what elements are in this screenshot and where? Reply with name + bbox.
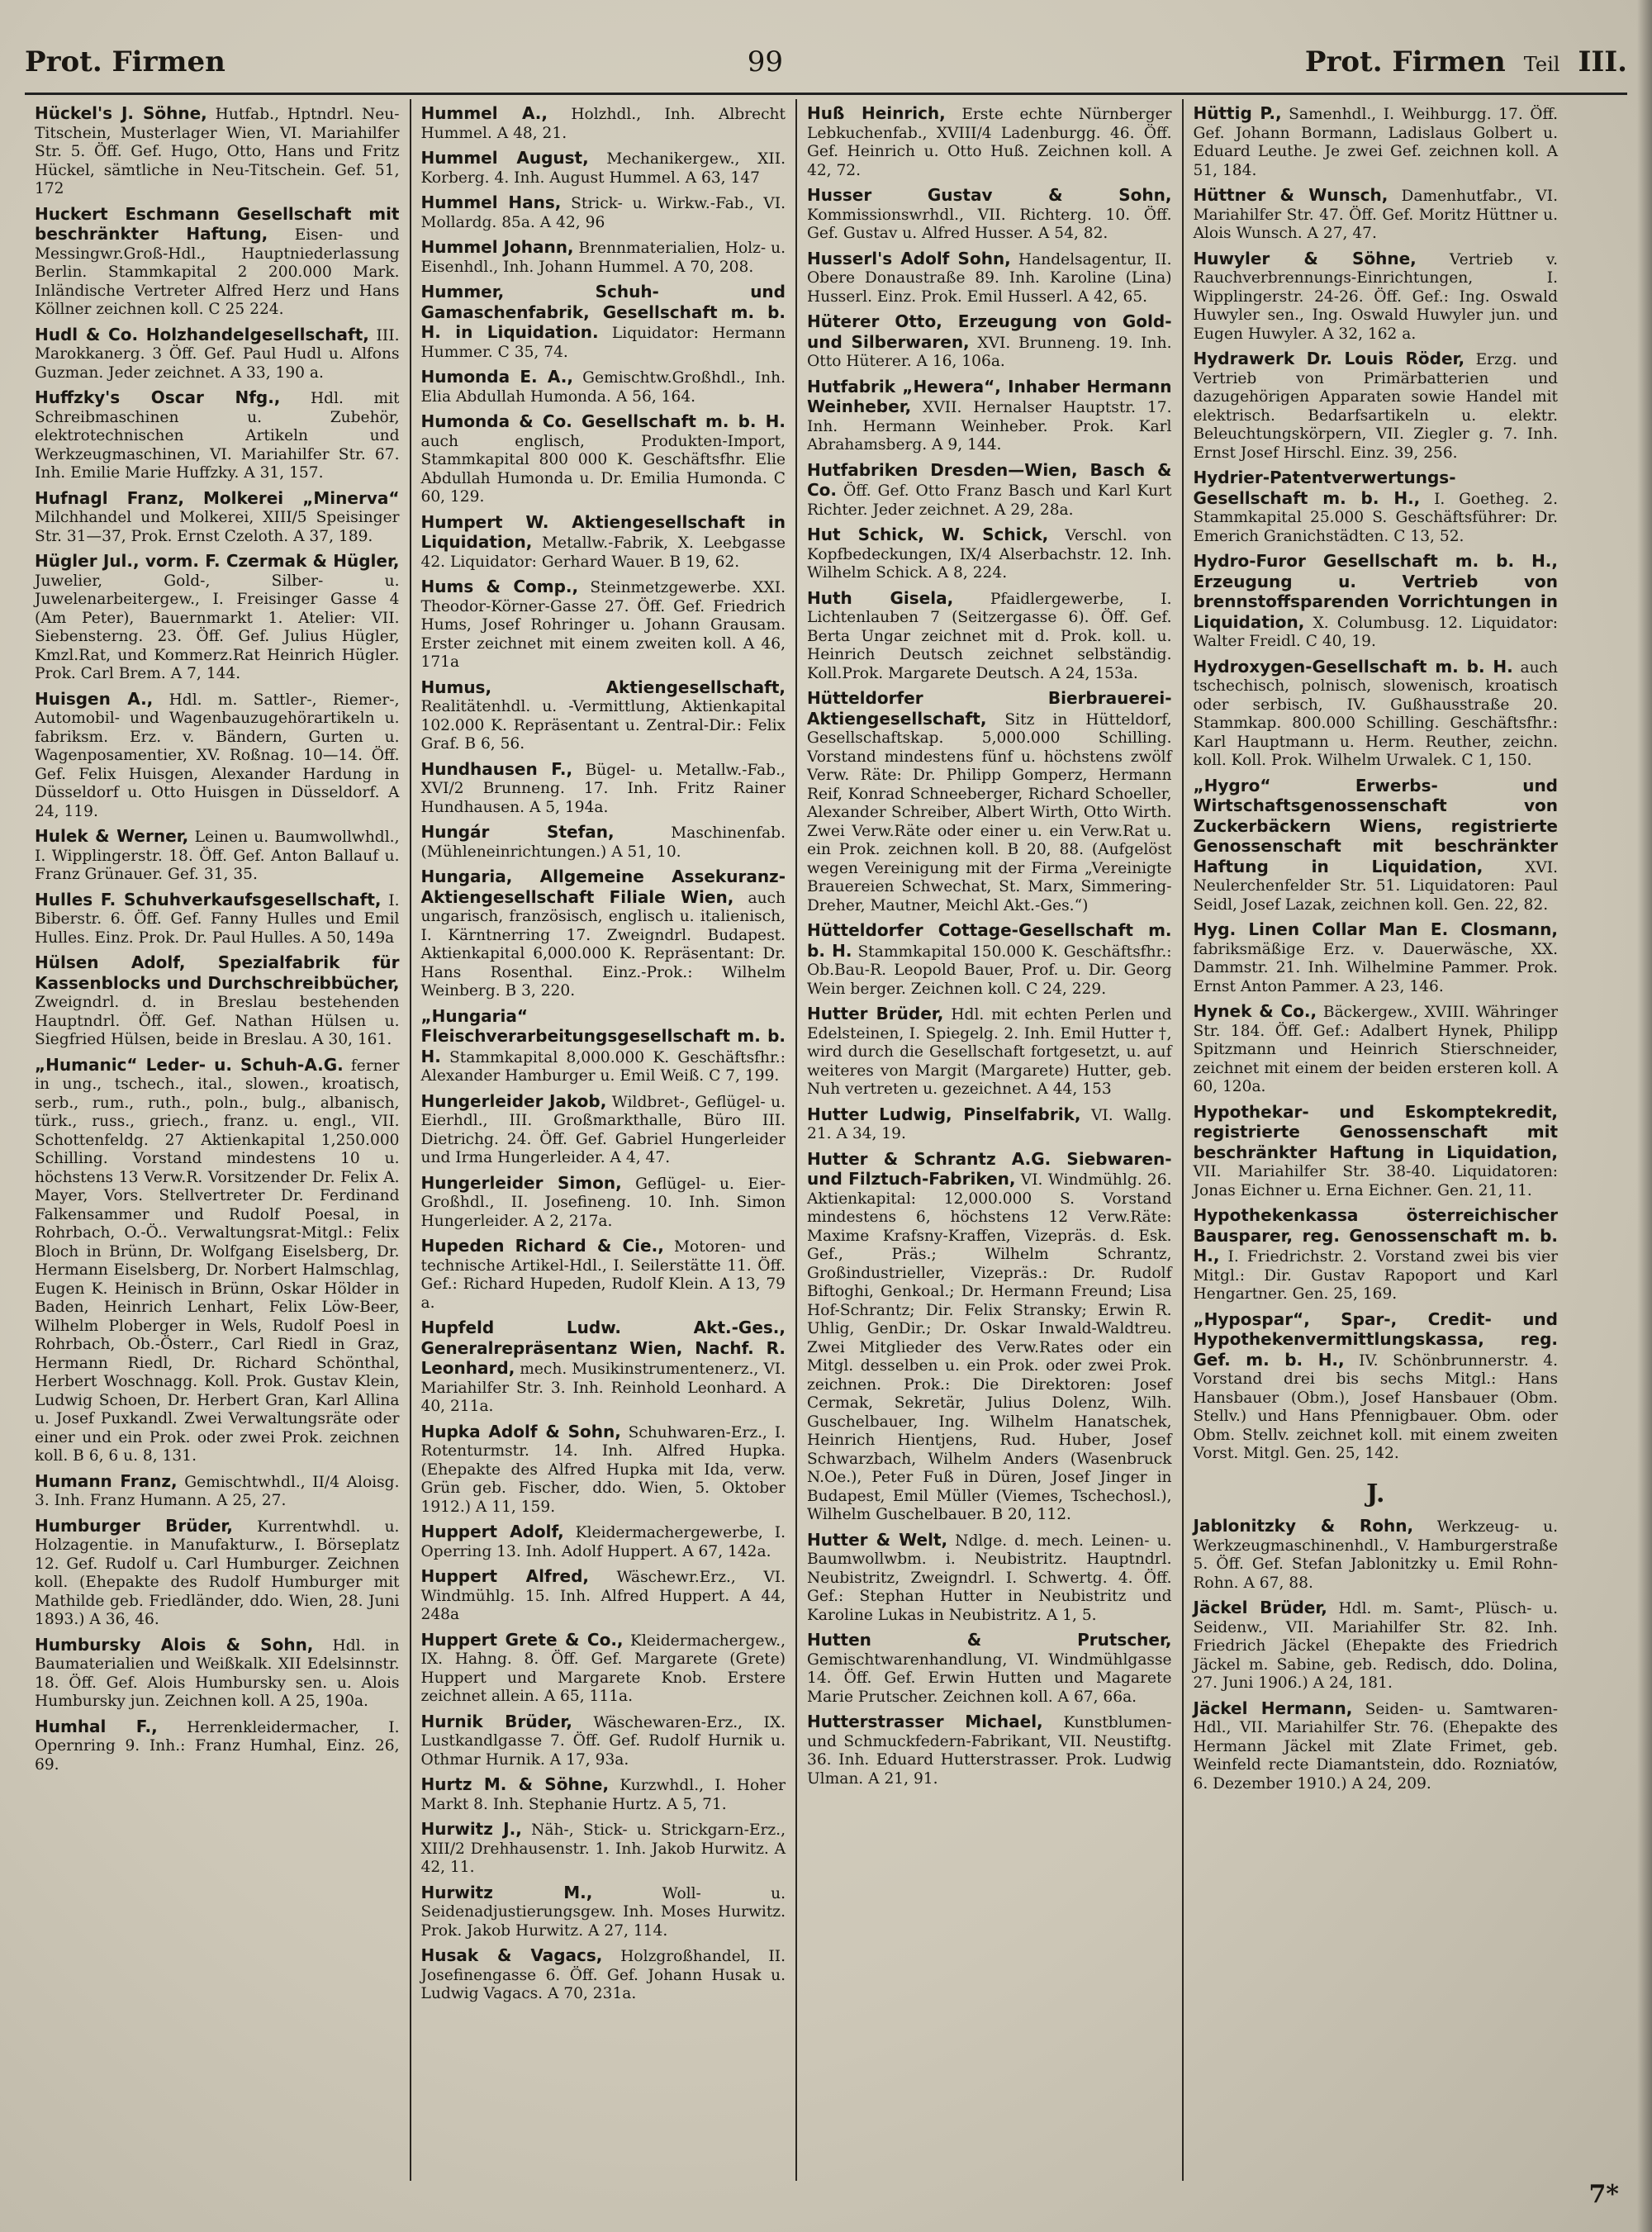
entry-name: Hupka Adolf & Sohn, — [420, 1421, 621, 1441]
entry-name: Huwyler & Söhne, — [1193, 248, 1417, 268]
entry-text: Juwelier, Gold-, Silber- u. Juwelenarbeitergew., I. Freisinger Gasse 4 (Am Peter), Bauernmarkt 1. Atelier: VII. Siebensterng. 23. Öff. Gef. Julius Hügler, Kmzl.Rat, und Kommerz.Rat Heinrich Hügler. Prok. Carl Brem. A 7, 144. — [35, 572, 400, 682]
entry-text: Seiden- u. Samtwaren-Hdl., VII. Mariahilfer Str. 76. (Ehepakte des Hermann Jäckel mit Zlate Frimet, geb. Weinfeld recte Diamantstein, ddo. Rozniatów, 6. Dezember 1910.) A 24, 209. — [1193, 1700, 1559, 1793]
directory-entry — [807, 525, 1172, 583]
directory-entry — [1194, 1002, 1559, 1097]
directory-entry — [421, 1567, 786, 1625]
directory-entry — [807, 1531, 1172, 1626]
entry-name: Hydrawerk Dr. Louis Röder, — [1193, 349, 1465, 368]
directory-entry — [35, 388, 400, 483]
sheet-signature: 7* — [1588, 2180, 1619, 2209]
directory-entry — [807, 461, 1172, 520]
entry-text: Kurzwhdl., I. Hoher Markt 8. Inh. Stephanie Hurtz. A 5, 71. — [420, 1777, 786, 1813]
entry-name: Hungerleider Jakob, — [420, 1090, 607, 1111]
entry-text: auch ungarisch, französisch, englisch u. italienisch, I. Kärntnerring 17. Zweigndrl. Budapest. Aktienkapital 6,000.000 K. Repräsentant: Dr. Hans Rosenthal. Einz.-Prok.: Wilhelm Weinberg. B 3, 220. — [420, 889, 786, 1000]
entry-name: Huppert Alfred, — [420, 1566, 590, 1586]
directory-entry — [421, 1820, 786, 1878]
entry-text: Hutfab., Hptndrl. Neu-Titschein, Musterlager Wien, VI. Mariahilfer Str. 5. Öff. Gef. Hugo, Otto, Hans und Fritz Hückel, sämtliche in Neu-Titschein. Gef. 51, 172 — [35, 106, 400, 197]
entry-name: Hutterstrasser Michael, — [807, 1712, 1043, 1731]
entry-text: Maschinenfab. (Mühleneinrichtungen.) A 51, 10. — [420, 824, 786, 861]
page-number: 99 — [747, 45, 783, 78]
directory-entry — [421, 823, 786, 862]
entry-text: Öff. Gef. Otto Franz Basch und Karl Kurt Richter. Jeder zeichnet. A 29, 28a. — [807, 482, 1172, 519]
entry-text: auch englisch, Produkten-Import, Stammkapital 800 000 K. Geschäftsfhr. Elie Abdullah Humonda u. Dr. Emilia Humonda. C 60, 129. — [420, 432, 786, 506]
entry-name: Hutter & Schrantz A.G. Siebwaren- und Filztuch-Fabriken, — [807, 1148, 1172, 1189]
directory-entry — [35, 890, 400, 948]
directory-entry — [421, 149, 786, 188]
directory-entry — [421, 412, 786, 507]
entry-name: Jablonitzky & Rohn, — [1193, 1516, 1414, 1536]
entry-text: Kleidermachergewerbe, I. Operring 13. Inh. Adolf Huppert. A 67, 142a. — [420, 1524, 786, 1560]
entry-text: Kunstblumen- und Schmuckfedern-Fabrikant, VII. Neustiftg. 36. Inh. Eduard Hutterstrasser. Prok. Ludwig Ulman. A 21, 91. — [807, 1714, 1172, 1788]
entry-text: Schuhwaren-Erz., I. Rotenturmstr. 14. Inh. Alfred Hupka. (Ehepakte des Alfred Hupka mit Ida, verw. Grün geb. Fischer, ddo. Wien, 5. Oktober 1912.) A 11, 159. — [420, 1423, 786, 1516]
entry-text: Gemischtwarenhandlung, VI. Windmühlgasse 14. Öff. Gef. Erwin Hutten und Magarete Marie Prutscher. Zeichnen koll. A 67, 66a. — [807, 1650, 1172, 1706]
directory-entry — [807, 1631, 1172, 1707]
directory-entry — [807, 1004, 1172, 1099]
entry-name: Humonda & Co. Gesellschaft m. b. H. — [420, 411, 786, 431]
entry-text: Stammkapital 8,000.000 K. Geschäftsfhr.: Alexander Hamburger u. Emil Weiß. C 7, 199. — [420, 1048, 786, 1085]
entry-text: Steinmetzgewerbe. XXI. Theodor-Körner-Gasse 27. Öff. Gef. Friedrich Hums, Josef Rohringer u. Johann Grausam. Erster zeichnet mit einem zweiten koll. A 46, 171a — [420, 579, 786, 671]
directory-entry — [421, 1174, 786, 1232]
entry-name: Hungaria, Allgemeine Assekuranz-Aktiengesellschaft Filiale Wien, — [420, 867, 786, 907]
entry-name: Hüttner & Wunsch, — [1193, 185, 1389, 205]
entry-name: Jäckel Hermann, — [1193, 1698, 1353, 1718]
header-left: Prot. Firmen — [25, 45, 225, 78]
entry-name: Hummer, Schuh- und Gamaschenfabrik, Gesellschaft m. b. H. in Liquidation. — [420, 282, 786, 342]
directory-entry — [421, 104, 786, 143]
entry-name: Hupeden Richard & Cie., — [420, 1236, 664, 1256]
entry-name: Hülsen Adolf, Spezialfabrik für Kassenblocks und Durchschreibbücher, — [35, 952, 400, 993]
entry-name: Hütteldorfer Cottage-Gesellschaft m. b. H. — [807, 920, 1172, 961]
entry-text: Wäschewaren-Erz., IX. Lustkandlgasse 7. Öff. Gef. Rudolf Hurnik u. Othmar Hurnik. A 17, 93a. — [420, 1713, 786, 1769]
directory-entry — [807, 689, 1172, 915]
entry-name: Hydroxygen-Gesellschaft m. b. H. — [1193, 656, 1513, 677]
entry-name: Huisgen A., — [35, 688, 154, 709]
directory-entry — [421, 1712, 786, 1770]
entry-name: Hufnagl Franz, Molkerei „Minerva“ — [35, 487, 400, 508]
entry-text: VI. Windmühlg. 26. Aktienkapital: 12,000.000 S. Vorstand mindestens 6, höchstens 12 Verw.Räte: Maxime Krafsny-Kraffen, Vizepräs. d. Esk. Gef., Präs.; Wilhelm Schrantz, Großindustrieller, Vizepräs.: Dr. Rudolf Biftoghi, Genkoal.; Dr. Hermann Freund; Lisa Hof-Schrantz; Dir. Felix Stransky; Erwin R. Uhlig, GenDir.; Dr. Oskar Inwald-Waldtreu. Zwei Mitglieder des Verw.Rates oder ein Mitgl. desselben u. ein Prok. oder zwei Prok. zeichnen. Prok.: Die Direktoren: Josef Cermak, Sekretär, Julius Dolenz, Wilh. Guschelbauer, Ing. Wilhelm Hanatschek, Heinrich Hientjens, Rud. Huber, Josef Schwarzbach, Wilhelm Anders (Wasenbruck N.Oe.), Peter Fuß in Düren, Josef Jinger in Budapest, Emil Müller (Viemes, Tschechosl.), Wilhelm Guschelbauer. B 20, 112. — [807, 1171, 1172, 1523]
entry-name: Hurwitz J., — [420, 1819, 522, 1839]
entry-text: XVI. Neulerchenfelder Str. 51. Liquidatoren: Paul Seidl, Josef Lazak, zeichnen koll. Gen. 22, 82. — [1193, 858, 1558, 914]
directory-entry — [807, 1712, 1172, 1788]
entry-text: Bäckergew., XVIII. Währinger Str. 184. Öff. Gef.: Adalbert Hynek, Philipp Spitzmann und Heinrich Stierschneider, zeichnet mit einem der beiden ersteren koll. A 60, 120a. — [1193, 1004, 1558, 1095]
entry-text: Hdl. m. Samt-, Plüsch- u. Seidenw., VII. Mariahilfer Str. 82. Inh. Friedrich Jäckel (Ehepakte des Friedrich Jäckel m. Sabine, geb. Redisch, ddo. Dolina, 27. Juni 1906.) A 24, 181. — [1193, 1600, 1558, 1692]
entry-name: Huth Gisela, — [807, 587, 954, 608]
entry-text: Brennmaterialien, Holz- u. Eisenhdl., Inh. Johann Hummel. A 70, 208. — [420, 240, 786, 276]
entry-text: III. Marokkanerg. 3 Öff. Gef. Paul Hudl u. Alfons Guzman. Jeder zeichnet. A 33, 190 a. — [35, 326, 400, 382]
entry-name: Hummel August, — [420, 148, 589, 168]
part-label: Teil — [1523, 53, 1560, 76]
entry-text: Damenhutfabr., VI. Mariahilfer Str. 47. Öff. Gef. Moritz Hüttner u. Alois Wunsch. A 27, 47. — [1193, 188, 1558, 242]
directory-entry — [807, 312, 1172, 372]
directory-entry — [35, 325, 400, 383]
entry-text: ferner in ung., tschech., ital., slowen., kroatisch, serb., rum., ruth., poln., bulg., albanisch, türk., russ., griech., franz. u. engl., VII. Schottenfeldg. 27 Aktienkapital 1,250.000 Schilling. Vorstand mindestens 10 u. höchstens 13 Verw.R. Vorsitzender Dr. Felix A. Mayer, Vors. Stellvertreter Dr. Ferdinand Falkensammer und Rudolf Poesal, in Rohrbach, O.-Ö.. Verwaltungsrat-Mitgl.: Felix Bloch in Brünn, Dr. Wolfgang Eiselsberg, Dr. Hermann Eiselsberg, Dr. Norbert Halmschlag, Eugen K. Heinisch in Brünn, Oskar Hölder in Baden, Heinrich Lenhart, Felix Löw-Beer, Wilhelm Ploberger in Wels, Rudolf Poesl in Rohrbach, Ob.-Österr., Carl Riedl in Graz, Hermann Riedl, Dr. Richard Schönthal, Herbert Woschnagg. Koll. Prok. Gustav Klein, Ludwig Schoen, Dr. Herbert Gran, Karl Allina u. Josef Puxkandl. Zwei Verwaltungsräte oder einer und ein Prok. oder zwei Prok. zeichnen koll. B 6, 6 u. 8, 131. — [35, 1057, 400, 1465]
directory-entry — [421, 1946, 786, 2004]
entry-text: Hdl. mit echten Perlen und Edelsteinen, I. Spiegelg. 2. Inh. Emil Hutter †, wird durch die Gesellschaft fortgesetzt, u. auf weiteres von Margit (Margarete) Hutter, geb. Nuh vertreten u. gezeichnet. A 44, 153 — [807, 1006, 1172, 1098]
entry-name: Hutter & Welt, — [807, 1529, 948, 1550]
directory-entry — [421, 577, 786, 672]
directory-entry — [1194, 1598, 1559, 1693]
entry-text: Gemischtw.Großhdl., Inh. Elia Abdullah Humonda. A 56, 164. — [420, 369, 786, 406]
directory-entry — [35, 1472, 400, 1511]
entry-name: Hypothekar- und Eskomptekredit, registrierte Genossenschaft mit beschränkter Haftung in Liquidation, — [1193, 1101, 1558, 1162]
entry-text: IV. Schönbrunnerstr. 4. Vorstand drei bis sechs Mitgl.: Hans Hansbauer (Obm.), Josef Hansbauer (Obm. Stellv.) und Hans Pfennigbauer. Obm. oder Obm. Stellv. zeichnet koll. mit einem zweiten Vorst. Mitgl. Gen. 25, 142. — [1193, 1351, 1559, 1462]
directory-entry — [1194, 1103, 1559, 1201]
entry-text: Handelsagentur, II. Obere Donaustraße 89. Inh. Karoline (Lina) Husserl. Einz. Prok. Emil Husserl. A 42, 65. — [807, 250, 1172, 306]
entry-text: XVI. Brunneng. 19. Inh. Otto Hüterer. A 16, 106a. — [807, 334, 1172, 370]
header-rule — [25, 93, 1627, 95]
directory-entry — [35, 690, 400, 822]
entry-text: Herrenkleidermacher, I. Opernring 9. Inh.: Franz Humhal, Einz. 26, 69. — [35, 1718, 400, 1774]
entry-name: Hulek & Werner, — [35, 826, 189, 846]
entry-text: Erste echte Nürnberger Lebkuchenfab., XVIII/4 Ladenburgg. 46. Öff. Gef. Heinrich u. Otto Huß. Zeichnen koll. A 42, 72. — [807, 106, 1172, 179]
entry-name: Hummel A., — [420, 103, 548, 123]
directory-entry — [421, 1522, 786, 1561]
directory-entry — [35, 1636, 400, 1712]
directory-entry — [1194, 1206, 1559, 1304]
entry-name: Hundhausen F., — [420, 758, 573, 779]
entry-text: Verschl. von Kopfbedeckungen, IX/4 Alserbachstr. 12. Inh. Wilhelm Schick. A 8, 224. — [807, 527, 1172, 582]
entry-name: Huppert Adolf, — [420, 1522, 564, 1541]
entry-name: Hurnik Brüder, — [420, 1711, 572, 1731]
entry-name: Humbursky Alois & Sohn, — [35, 1634, 314, 1655]
directory-entry — [35, 205, 400, 320]
directory-entry — [421, 1775, 786, 1814]
directory-entry — [1194, 1517, 1559, 1593]
directory-entry — [421, 1007, 786, 1086]
entry-text: Zweigndrl. d. in Breslau bestehenden Hauptndrl. Öff. Gef. Nathan Hülsen u. Siegfried Hülsen, beide in Breslau. A 30, 161. — [35, 994, 400, 1048]
entry-text: mech. Musikinstrumentenerz., VI. Mariahilfer Str. 3. Inh. Reinhold Leonhard. A 40, 211a. — [420, 1361, 786, 1415]
entry-text: VII. Mariahilfer Str. 38-40. Liquidatoren: Jonas Eichner u. Erna Eichner. Gen. 21, 11. — [1193, 1163, 1558, 1199]
directory-entry — [1194, 468, 1559, 546]
entry-name: Hydro-Furor Gesellschaft m. b. H., Erzeugung u. Vertrieb von brennstoffsparenden Vorrichtungen in Liquidation, — [1193, 551, 1558, 632]
directory-entry — [421, 1318, 786, 1417]
entry-name: Hupfeld Ludw. Akt.-Ges., Generalrepräsentanz Wien, Nachf. R. Leonhard, — [420, 1318, 786, 1378]
entry-text: Samenhdl., I. Weihburgg. 17. Öff. Gef. Johann Bormann, Ladislaus Golbert u. Eduard Leuthe. Je zwei Gef. zeichnen koll. A 51, 184. — [1193, 106, 1558, 179]
entry-text: Hdl. mit Schreibmaschinen u. Zubehör, elektrotechnischen Artikeln und Werkzeugmaschinen, VI. Mariahilfer Str. 67. Inh. Emilie Marie Huffzky. A 31, 157. — [35, 390, 400, 482]
entry-name: Hüttig P., — [1193, 103, 1282, 123]
entry-text: Mechanikergew., XII. Korberg. 4. Inh. August Hummel. A 63, 147 — [420, 150, 786, 187]
entry-name: Husser Gustav & Sohn, — [807, 185, 1172, 205]
directory-entry — [35, 1056, 400, 1466]
entry-name: Hulles F. Schuhverkaufsgesellschaft, — [35, 889, 382, 909]
entry-text: Hdl. in Baumaterialien und Weißkalk. XII Edelsinnstr. 18. Öff. Gef. Alois Humbursky sen. u. Alois Humbursky jun. Zeichnen koll. A 25, 190a. — [35, 1636, 400, 1710]
entry-name: Hydrier-Patentverwertungs-Gesellschaft m. b. H., — [1193, 468, 1456, 508]
entry-text: Strick- u. Wirkw.-Fab., VI. Mollardg. 85a. A 42, 96 — [420, 195, 786, 231]
entry-text: Leinen u. Baumwollwhdl., I. Wipplingerstr. 18. Öff. Gef. Anton Ballauf u. Franz Grünauer. Gef. 31, 35. — [35, 829, 400, 883]
directory-entry — [807, 1105, 1172, 1144]
entry-name: Hüterer Otto, Erzeugung von Gold- und Silberwaren, — [807, 311, 1172, 352]
entry-text: Woll- u. Seidenadjustierungsgew. Inh. Moses Hurwitz. Prok. Jakob Hurwitz. A 27, 114. — [420, 1884, 786, 1940]
entry-text: Wildbret-, Geflügel- u. Eierhdl., III. Großmarkthalle, Büro III. Dietrichg. 24. Öff. Gef. Gabriel Hungerleider und Irma Hungerleider. A 4, 47. — [420, 1093, 786, 1166]
entry-name: Hurtz M. & Söhne, — [420, 1774, 610, 1794]
directory-entry — [421, 1883, 786, 1941]
directory-entry — [1194, 1310, 1559, 1464]
directory-entry — [807, 249, 1172, 307]
entry-name: Hutfabrik „Hewera“, Inhaber Hermann Weinheber, — [807, 376, 1172, 416]
entry-name: Hutfabriken Dresden—Wien, Basch & Co. — [807, 459, 1172, 500]
directory-entry — [1194, 249, 1559, 344]
directory-entry — [421, 678, 786, 754]
columns — [25, 99, 1568, 2181]
entry-name: Husak & Vagacs, — [420, 1945, 603, 1965]
directory-entry — [421, 1422, 786, 1517]
entry-text: fabriksmäßige Erz. v. Dauerwäsche, XX. Dammstr. 21. Inh. Wilhelmine Pammer. Prok. Ernst Anton Pammer. A 23, 146. — [1193, 940, 1558, 995]
header-right: Prot. Firmen — [1304, 45, 1506, 78]
page-header — [25, 41, 1627, 83]
entry-text: Kommissionswrhdl., VII. Richterg. 10. Öff. Gef. Gustav u. Alfred Husser. A 54, 82. — [807, 206, 1172, 242]
directory-entry — [35, 489, 400, 547]
directory-entry — [1194, 1699, 1559, 1794]
entry-text: I. Friedrichstr. 2. Vorstand zwei bis vier Mitgl.: Dir. Gustav Rapoport und Karl Hengartner. Gen. 25, 169. — [1193, 1248, 1558, 1303]
entry-text: Kleidermachergew., IX. Hahng. 8. Öff. Gef. Margarete (Grete) Huppert und Margarete Knob. Erstere zeichnet allein. A 65, 111a. — [420, 1631, 786, 1705]
directory-entry — [807, 378, 1172, 455]
entry-text: Milchhandel und Molkerei, XIII/5 Speisinger Str. 31—37, Prok. Ernst Czeloth. A 37, 189. — [35, 509, 400, 545]
entry-name: Hutten & Prutscher, — [807, 1630, 1172, 1650]
entry-name: Hynek & Co., — [1193, 1001, 1317, 1021]
entry-name: Hudl & Co. Holzhandelgesellschaft, — [35, 324, 369, 344]
entry-text: Hdl. m. Sattler-, Riemer-, Automobil- und Wagenbauzugehörartikeln u. fabriksm. Erz. v. Bändern, Gurten u. Wagenposamentier, XV. Roßnag. 10—14. Öff. Gef. Felix Huisgen, Alexander Hardung in Düsseldorf u. Otto Huisgen in Düsseldorf. A 24, 119. — [35, 691, 400, 820]
directory-entry — [1194, 776, 1559, 915]
directory-entry — [421, 1237, 786, 1313]
entry-name: „Hungaria“ Fleischverarbeitungsgesellschaft m. b. H. — [420, 1005, 786, 1066]
entry-name: Husserl's Adolf Sohn, — [807, 248, 1011, 268]
directory-entry — [1194, 349, 1559, 463]
entry-name: Jäckel Brüder, — [1193, 1598, 1327, 1617]
entry-name: „Humanic“ Leder- u. Schuh-A.G. — [35, 1054, 344, 1075]
directory-entry — [35, 1717, 400, 1775]
directory-entry — [421, 1092, 786, 1168]
entry-text: Geflügel- u. Eier-Großhdl., II. Josefineng. 10. Inh. Simon Hungerleider. A 2, 217a. — [420, 1175, 786, 1230]
directory-entry — [1194, 920, 1559, 996]
entry-text: Erzg. und Vertrieb von Primärbatterien und dazugehörigen Apparaten sowie Handel mit elektrisch. Bedarfsartikeln u. elektr. Beleuchtungskörpern, VII. Ziegler g. 7. Inh. Ernst Josef Hirschl. Einz. 39, 256. — [1193, 351, 1559, 462]
directory-entry — [35, 827, 400, 885]
entry-name: Hut Schick, W. Schick, — [807, 525, 1049, 544]
entry-text: Näh-, Stick- u. Strickgarn-Erz., XIII/2 Drehhausenstr. 1. Inh. Jakob Hurwitz. A 42, 11. — [420, 1821, 786, 1876]
directory-entry — [1194, 186, 1559, 244]
column-2 — [411, 99, 798, 2181]
directory-entry — [421, 760, 786, 818]
entry-text: Metallw.-Fabrik, X. Leebgasse 42. Liquidator: Gerhard Wauer. B 19, 62. — [420, 534, 786, 571]
entry-name: Hypothekenkassa österreichischer Bausparer, reg. Genossenschaft m. b. H., — [1193, 1205, 1558, 1266]
directory-entry — [421, 1631, 786, 1707]
entry-text: I. Biberstr. 6. Öff. Gef. Fanny Hulles und Emil Hulles. Einz. Prok. Dr. Paul Hulles. A 50, 149a — [35, 891, 400, 947]
directory-entry — [807, 1150, 1172, 1525]
entry-text: Gemischtwhdl., II/4 Aloisg. 3. Inh. Franz Humann. A 25, 27. — [35, 1473, 400, 1509]
entry-text: Realitätenhdl. u. -Vermittlung, Aktienkapital 102.000 K. Repräsentant u. Zentral-Dir.: Felix Graf. B 6, 56. — [420, 698, 786, 753]
directory-entry — [35, 552, 400, 684]
directory-entry — [35, 1517, 400, 1630]
entry-name: Hungerleider Simon, — [420, 1172, 622, 1193]
entry-name: Hums & Comp., — [420, 577, 579, 596]
column-3 — [797, 99, 1184, 2181]
entry-name: Hutter Brüder, — [807, 1004, 944, 1023]
directory-entry — [35, 953, 400, 1050]
directory-entry — [807, 921, 1172, 999]
entry-text: Wäschewr.Erz., VI. Windmühlg. 15. Inh. Alfred Huppert. A 44, 248a — [420, 1569, 786, 1623]
entry-text: Holzgroßhandel, II. Josefinengasse 6. Öff. Gef. Johann Husak u. Ludwig Vagacs. A 70, 231a. — [420, 1948, 786, 2002]
entry-text: Ndlge. d. mech. Leinen- u. Baumwollwbm. i. Neubistritz. Hauptndrl. Neubistritz, Zweigndrl. I. Schwertg. 4. Öff. Gef.: Stephan Hutter in Neubistritz und Karoline Lukas in Neubistritz. A 1, 5. — [807, 1532, 1172, 1624]
entry-text: Bügel- u. Metallw.-Fab., XVI/2 Brunneng. 17. Inh. Fritz Rainer Hundhausen. A 5, 194a. — [420, 761, 786, 816]
entry-name: Huckert Eschmann Gesellschaft mit beschränkter Haftung, — [35, 203, 400, 244]
entry-text: VI. Wallg. 21. A 34, 19. — [807, 1106, 1172, 1142]
entry-text: Werkzeug- u. Werkzeugmaschinenhdl., V. Hamburgerstraße 5. Öff. Gef. Stefan Jablonitzky u. Emil Rohn-Rohn. A 67, 88. — [1193, 1518, 1558, 1592]
entry-name: Humpert W. Aktiengesellschaft in Liquidation, — [420, 511, 786, 552]
entry-text: Pfaidlergewerbe, I. Lichtenlauben 7 (Seitzergasse 6). Öff. Gef. Berta Ungar zeichnet mit d. Prok. koll. u. Heinrich Deutsch zeichnet selbständig. Koll.Prok. Margarete Deutsch. A 24, 153a. — [807, 590, 1172, 682]
entry-name: Huppert Grete & Co., — [420, 1629, 624, 1650]
entry-name: Hügler Jul., vorm. F. Czermak & Hügler, — [35, 551, 400, 571]
entry-name: Humonda E. A., — [420, 367, 573, 387]
entry-text: Holzhdl., Inh. Albrecht Hummel. A 48, 21. — [420, 106, 786, 142]
directory-entry — [1194, 658, 1559, 771]
entry-text: Liquidator: Hermann Hummer. C 35, 74. — [420, 325, 786, 361]
entry-name: Hütteldorfer Bierbrauerei-Aktiengesellschaft, — [807, 688, 1172, 729]
directory-entry — [421, 283, 786, 362]
directory-entry — [421, 513, 786, 572]
entry-name: Hummel Hans, — [420, 192, 562, 212]
directory-entry — [421, 867, 786, 1001]
entry-text: XVII. Hernalser Hauptstr. 17. Inh. Hermann Weinheber. Prok. Karl Abrahamsberg. A 9, 144. — [807, 399, 1172, 454]
entry-name: Hungár Stefan, — [420, 822, 615, 842]
entry-name: Hückel's J. Söhne, — [35, 103, 207, 123]
entry-text: Eisen- und Messingwr.Groß-Hdl., Hauptniederlassung Berlin. Stammkapital 2 200.000 Mark. Inländische Vertreter Alfred Herz und Hans Köllner zeichnen koll. C 25 224. — [35, 226, 400, 318]
entry-name: Hyg. Linen Collar Man E. Closmann, — [1193, 919, 1558, 939]
entry-name: Hummel Johann, — [420, 237, 574, 257]
entry-name: Humhal F., — [35, 1716, 158, 1736]
directory-entry — [35, 104, 400, 199]
directory-entry — [421, 238, 786, 277]
entry-name: „Hygro“ Erwerbs- und Wirtschaftsgenossenschaft von Zuckerbäckern Wiens, registrierte Genossenschaft mit beschränkter Haftung in Liquidation, — [1193, 775, 1558, 876]
entry-text: Stammkapital 150.000 K. Geschäftsfhr.: Ob.Bau-R. Leopold Bauer, Prof. u. Dir. Georg Wein berger. Zeichnen koll. C 24, 229. — [807, 943, 1172, 998]
section-letter: J. — [1366, 1479, 1385, 1508]
column-1 — [25, 99, 411, 2181]
entry-name: „Hypospar“, Spar-, Credit- und Hypothekenvermittlungskassa, reg. Gef. m. b. H., — [1193, 1308, 1558, 1370]
directory-entry — [421, 368, 786, 406]
directory-entry — [421, 193, 786, 232]
entry-name: Huß Heinrich, — [807, 103, 946, 123]
directory-entry — [1194, 104, 1559, 180]
directory-entry — [807, 589, 1172, 684]
entry-text: X. Columbusg. 12. Liquidator: Walter Freidl. C 40, 19. — [1193, 614, 1558, 650]
header-right-group — [1305, 45, 1627, 78]
entry-name: Humann Franz, — [35, 1470, 178, 1491]
entry-name: Humburger Brüder, — [35, 1515, 233, 1536]
entry-name: Huffzky's Oscar Nfg., — [35, 387, 281, 407]
entry-text: Motoren- und technische Artikel-Hdl., I. Seilerstätte 11. Öff. Gef.: Richard Hupeden, Rudolf Klein. A 13, 79 a. — [420, 1238, 786, 1312]
entry-text: Sitz in Hütteldorf, Gesellschaftskap. 5,000.000 Schilling. Vorstand mindestens fünf u. höchstens zwölf Verw. Räte: Dr. Philipp Gomperz, Hermann Reif, Konrad Schneeberger, Richard Schoeller, Alexander Schreiber, Albert Wirth, Otto Wirth. Zwei Verw.Räte oder einer u. ein Verw.Rat u. ein Prok. zeichnen koll. B 20, 88. (Aufgelöst wegen Vereinigung mit der Firma „Vereinigte Brauereien Schwechat, St. Marx, Simmering-Dreher, Mautner, Meichl Akt.-Ges.“) — [807, 710, 1172, 914]
directory-entry — [1194, 552, 1559, 652]
column-4 — [1184, 99, 1569, 2181]
entry-text: auch tschechisch, polnisch, slowenisch, kroatisch oder serbisch, IV. Gußhausstraße 20. Stammkap. 800.000 Schilling. Geschäftsfhr.: Karl Hauptmann u. Herm. Reuther, zeichn. koll. Koll. Prok. Wilhelm Urwalek. C 1, 150. — [1193, 658, 1558, 769]
entry-name: Hurwitz M., — [420, 1882, 593, 1902]
entry-name: Humus, Aktiengesellschaft, — [420, 677, 786, 697]
part-number: III. — [1578, 45, 1627, 78]
entry-text: Vertrieb v. Rauchverbrennungs-Einrichtungen, I. Wipplingerstr. 24-26. Öff. Gef.: Ing. Oswald Huwyler sen., Ing. Oswald Huwyler jun. und Eugen Huwyler. A 32, 162 a. — [1193, 250, 1558, 343]
entry-text: I. Goetheg. 2. Stammkapital 25.000 S. Geschäftsführer: Dr. Emerich Granichstädten. C 13, 52. — [1193, 490, 1558, 545]
entry-name: Hutter Ludwig, Pinselfabrik, — [807, 1104, 1081, 1124]
directory-entry — [807, 186, 1172, 244]
directory-entry — [807, 104, 1172, 180]
entry-text: Kurrentwhdl. u. Holzagentie. in Manufakturw., I. Börseplatz 12. Gef. Rudolf u. Carl Humburger. Zeichnen koll. (Ehepakte des Rudolf Humburger mit Mathilde geb. Friedländer, ddo. Wien, 28. Juni 1893.) A 36, 46. — [35, 1517, 400, 1628]
